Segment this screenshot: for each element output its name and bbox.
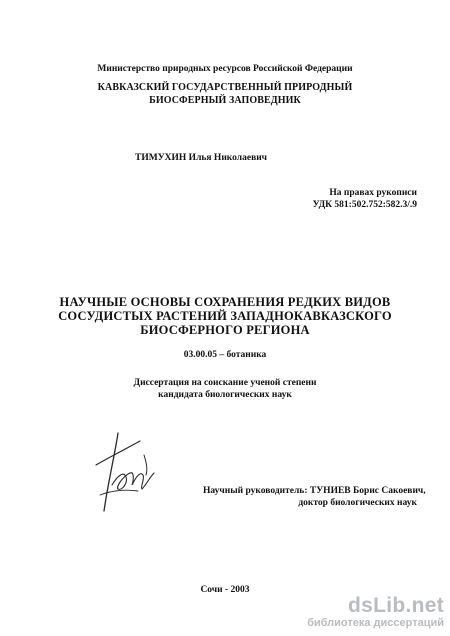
degree-statement-line-2: кандидата биологических наук <box>158 390 292 400</box>
thesis-title-line-2: СОСУДИСТЫХ РАСТЕНИЙ ЗАПАДНОКАВКАЗСКОГО <box>58 309 392 323</box>
dslib-watermark <box>307 595 444 630</box>
degree-statement-line-1: Диссертация на соискание ученой степени <box>133 378 317 388</box>
udc-code: УДК 581:502.752:582.3/.9 <box>312 200 417 210</box>
manuscript-rights: На правах рукописи <box>329 188 417 198</box>
organization-name-line-1: КАВКАЗСКИЙ ГОСУДАРСТВЕННЫЙ ПРИРОДНЫЙ <box>97 82 353 93</box>
watermark-subtitle: библиотека диссертаций <box>307 617 444 629</box>
supervisor-line-1: Научный руководитель: ТУНИЕВ Борис Сакоевич, <box>203 486 426 496</box>
thesis-title-line-1: НАУЧНЫЕ ОСНОВЫ СОХРАНЕНИЯ РЕДКИХ ВИДОВ <box>59 295 391 309</box>
supervisor-line-2: доктор биологических наук <box>298 498 417 508</box>
city-year: Сочи - 2003 <box>200 585 250 595</box>
handwritten-signature <box>88 425 160 515</box>
specialty-code: 03.00.05 – ботаника <box>183 350 267 360</box>
author-name: ТИМУХИН Илья Николаевич <box>135 153 268 163</box>
watermark-logo: dsLib.net <box>347 594 444 617</box>
thesis-title-line-3: БИОСФЕРНОГО РЕГИОНА <box>140 323 310 337</box>
organization-name-line-2: БИОСФЕРНЫЙ ЗАПОВЕДНИК <box>149 95 301 106</box>
ministry-heading: Министерство природных ресурсов Российской Федерации <box>97 64 353 74</box>
